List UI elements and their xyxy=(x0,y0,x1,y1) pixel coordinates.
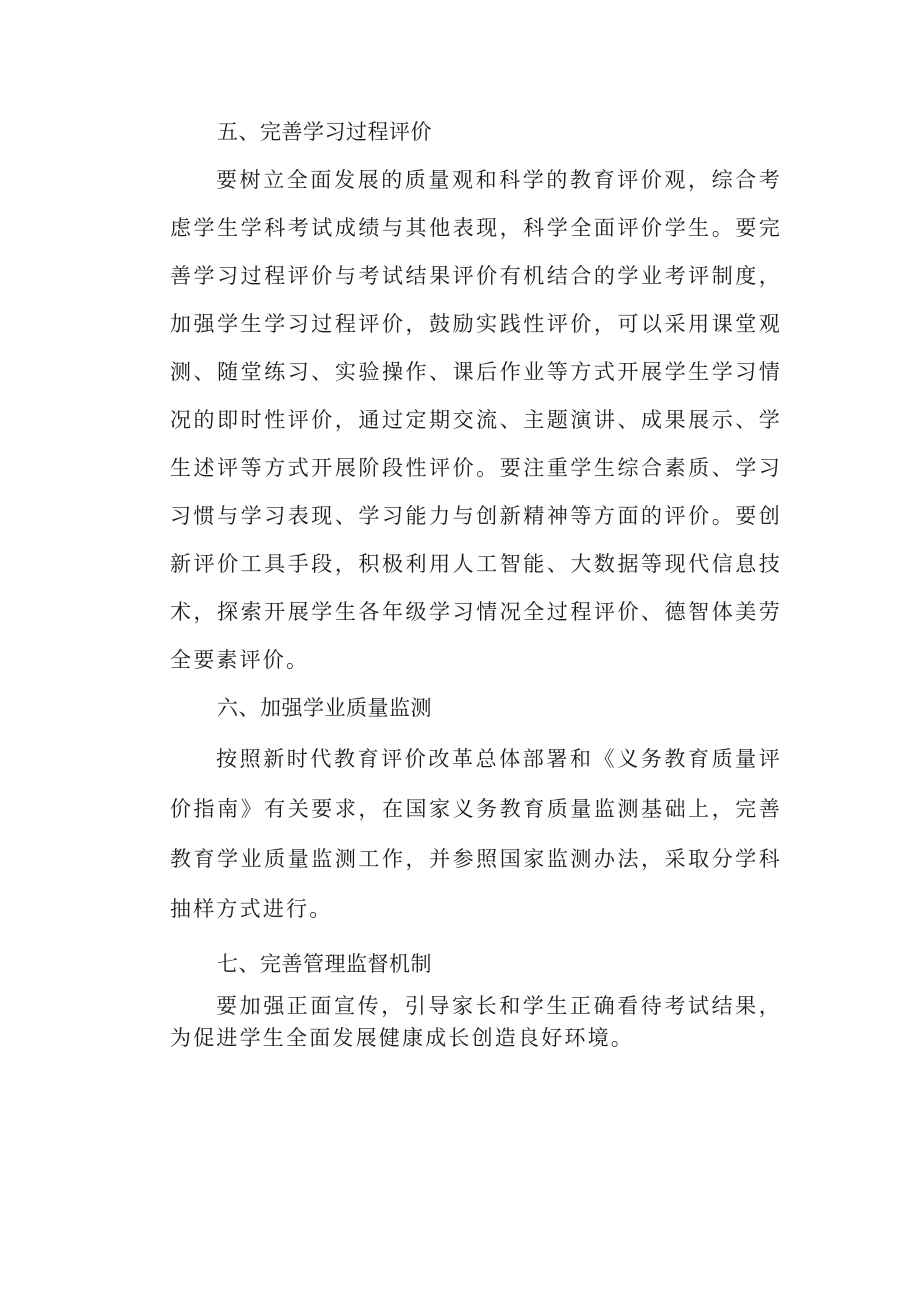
section-heading-5: 五、完善学习过程评价 xyxy=(217,120,432,144)
document-body xyxy=(170,110,782,1054)
section-heading-7: 七、完善管理监督机制 xyxy=(217,952,432,976)
section-paragraph-7: 要加强正面宣传，引导家长和学生正确看待考试结果，为促进学生全面发展健康成长创造良好环境。 xyxy=(170,994,782,1050)
section-paragraph-5: 要树立全面发展的质量观和科学的教育评价观，综合考虑学生学科考试成绩与其他表现，科学全面评价学生。要完善学习过程评价与考试结果评价有机结合的学业考评制度，加强学生学习过程评价，鼓励实践性评价，可以采用课堂观测、随堂练习、实验操作、课后作业等方式开展学生学习情况的即时性评价，通过定期交流、主题演讲、成果展示、学生述评等方式开展阶段性评价。要注重学生综合素质、学习习惯与学习表现、学习能力与创新精神等方面的评价。要创新评价工具手段，积极利用人工智能、大数据等现代信息技术，探索开展学生各年级学习情况全过程评价、德智体美劳全要素评价。 xyxy=(170,168,782,672)
section-paragraph-6: 按照新时代教育评价改革总体部署和《义务教育质量评价指南》有关要求，在国家义务教育质量监测基础上，完善教育学业质量监测工作，并参照国家监测办法，采取分学科抽样方式进行。 xyxy=(170,747,782,921)
section-heading-6: 六、加强学业质量监测 xyxy=(217,696,432,720)
